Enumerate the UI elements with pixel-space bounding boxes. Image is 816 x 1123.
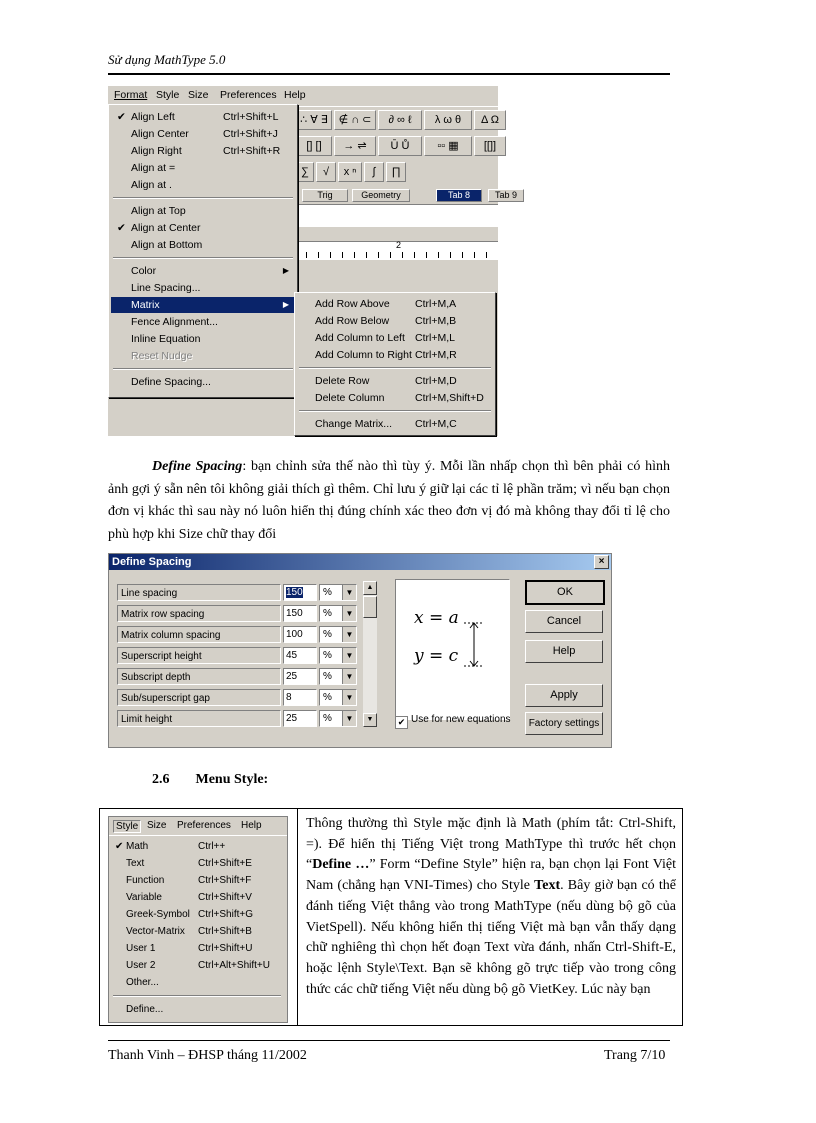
toolbar-btn-brackets[interactable]: [[]] [474,136,506,156]
row-label-limit-height[interactable]: Limit height [117,710,281,727]
unit-select-subscript-depth[interactable]: % ▼ [319,668,357,685]
value-superscript-height[interactable]: 45 [283,647,317,664]
toolbar-row-1 [294,110,498,130]
menu-preferences[interactable]: Preferences [220,89,277,101]
dropdown-arrow-icon[interactable]: ▼ [342,690,356,705]
menu-help[interactable]: Help [284,89,306,101]
submenu-item-add-row-below[interactable]: Add Row Below Ctrl+M,B [315,315,457,327]
dialog-title-bar [109,554,611,570]
spacing-preview [395,579,510,720]
format-menu-screenshot [108,86,518,436]
editor-area[interactable] [294,204,498,227]
tab-strip [294,188,518,202]
preview-equation-1: x = a [414,608,459,628]
toolbar-btn-greek[interactable]: λ ω θ [424,110,472,130]
scroll-up-icon[interactable]: ▲ [363,581,377,595]
scroll-down-icon[interactable]: ▼ [363,713,377,727]
row-label-line-spacing[interactable]: Line spacing [117,584,281,601]
style-item-greek-symbol[interactable]: Greek-Symbol Ctrl+Shift+G [126,909,254,920]
dropdown-arrow-icon[interactable]: ▼ [342,669,356,684]
running-header: Sử dụng MathType 5.0 [108,52,226,67]
check-icon: ✔ [117,222,126,234]
toolbar-btn-fences[interactable]: [] [] [296,136,332,156]
table-divider [297,809,298,1025]
preview-equation-2: y = c [414,646,459,666]
toolbar-btn-arrows[interactable]: → ⇌ [334,136,376,156]
tab-trig[interactable]: Trig [302,189,348,202]
tab-9[interactable]: Tab 9 [488,189,524,202]
menu-style[interactable]: Style [156,89,180,101]
dropdown-arrow-icon[interactable]: ▼ [342,606,356,621]
section-number: 2.6 [152,772,170,787]
menu-format[interactable]: Format [114,89,148,101]
menu-item-color[interactable]: Color ▶ [131,265,289,277]
define-spacing-dialog [108,553,612,748]
toolbar-btn-sqrt[interactable]: √ [316,162,336,182]
menu-separator [113,197,293,199]
menu-separator [113,257,293,259]
section-heading [152,772,268,788]
define-spacing-paragraph [108,456,670,546]
use-for-new-label: Use for new equations [411,714,511,725]
submenu-item-change-matrix[interactable]: Change Matrix... Ctrl+M,C [315,418,457,430]
matrix-submenu [294,292,496,436]
style-item-other[interactable]: Other... [126,977,159,988]
spacing-indicator-icon [464,622,484,668]
row-label-superscript-height[interactable]: Superscript height [117,647,281,664]
ruler-ticks [294,252,498,258]
define-spacing-term: Define Spacing [152,459,243,474]
menu-separator [113,368,293,370]
menu-size[interactable]: Size [188,89,209,101]
toolbar-btn-integral[interactable]: ∫ [364,162,384,182]
value-subscript-depth[interactable]: 25 [283,668,317,685]
row-label-subscript-depth[interactable]: Subscript depth [117,668,281,685]
menu-item-fence-alignment[interactable]: Fence Alignment... [131,316,218,328]
dialog-title: Define Spacing [112,556,192,568]
menu-item-line-spacing[interactable]: Line Spacing... [131,282,201,294]
submenu-arrow-icon: ▶ [282,266,289,275]
tab-geometry[interactable]: Geometry [352,189,410,202]
style-item-user-2[interactable]: User 2 Ctrl+Alt+Shift+U [126,960,270,971]
menu-item-reset-nudge: Reset Nudge [131,350,193,362]
toolbar-btn-relations[interactable]: ∴ ∀ ∃ [296,110,332,130]
ok-button[interactable]: OK [525,580,605,605]
dropdown-arrow-icon[interactable]: ▼ [342,711,356,726]
toolbar-btn-misc[interactable]: ∂ ∞ ℓ [378,110,422,130]
menu-item-align-bottom[interactable]: Align at Bottom [131,239,203,251]
unit-select-line-spacing[interactable]: % ▼ [319,584,357,601]
menu-item-align-top[interactable]: Align at Top [131,205,186,217]
menu-separator [299,410,491,412]
submenu-item-add-column-right[interactable]: Add Column to Right Ctrl+M,R [315,349,457,361]
row-label-matrix-row-spacing[interactable]: Matrix row spacing [117,605,281,622]
row-label-matrix-column-spacing[interactable]: Matrix column spacing [117,626,281,643]
footer-page-number: Trang 7/10 [604,1048,666,1063]
apply-button[interactable]: Apply [525,684,603,707]
unit-select-limit-height[interactable]: % ▼ [319,710,357,727]
menu-separator [113,995,281,997]
section-title: Menu Style: [195,772,269,787]
submenu-item-add-column-left[interactable]: Add Column to Left Ctrl+M,L [315,332,455,344]
submenu-item-delete-row[interactable]: Delete Row Ctrl+M,D [315,375,457,387]
value-matrix-column-spacing[interactable]: 100 [283,626,317,643]
close-icon[interactable]: × [594,555,609,569]
check-icon: ✔ [115,841,124,852]
style-item-define[interactable]: Define... [126,1004,164,1015]
menu-item-align-at-equals[interactable]: Align at = [131,162,176,174]
toolbar-row-2 [294,136,498,156]
ruler-mark: 2 [396,240,402,250]
menu-item-align-right[interactable]: Align Right Ctrl+Shift+R [131,145,281,157]
scroll-thumb[interactable] [363,596,377,618]
unit-select-superscript-height[interactable]: % ▼ [319,647,357,664]
menu-item-matrix[interactable]: Matrix ▶ [111,297,295,313]
unit-select-matrix-row-spacing[interactable]: % ▼ [319,605,357,622]
value-matrix-row-spacing[interactable]: 150 [283,605,317,622]
menu-item-inline-equation[interactable]: Inline Equation [131,333,201,345]
style-item-user-1[interactable]: User 1 Ctrl+Shift+U [126,943,253,954]
menu-item-align-left[interactable]: ✔ Align Left Ctrl+Shift+L [117,111,279,123]
menu-item-align-at-center[interactable]: ✔ Align at Center [117,222,201,234]
row-label-sub-superscript-gap[interactable]: Sub/superscript gap [117,689,281,706]
submenu-item-delete-column[interactable]: Delete Column Ctrl+M,Shift+D [315,392,484,404]
header-rule [108,73,670,75]
style-item-function[interactable]: Function Ctrl+Shift+F [126,875,252,886]
toolbar-btn-embellish[interactable]: Ū Ů [378,136,422,156]
toolbar-btn-matrix[interactable]: ▫▫ ▦ [424,136,472,156]
menu-help[interactable]: Help [241,820,262,831]
style-item-math[interactable]: ✔ Math Ctrl++ [109,838,285,855]
check-icon: ✔ [117,111,126,123]
menu-separator [299,367,491,369]
value-sub-superscript-gap[interactable]: 8 [283,689,317,706]
define-spacing-text: : bạn chỉnh sửa thế nào thì tùy ý. Mỗi lần nhấp chọn thì bên phải có hình ảnh gợi ý sẵn nên tôi không giải thích gì thêm. Chỉ lưu ý giữ lại các tỉ lệ phần trăm; vì nếu bạn chọn đơn vị khác thì sau này nó luôn hiển thị đúng chính xác theo đơn vị đó mà không thay đổi tỉ lệ cho phù hợp khi Size chữ thay đổi [108,459,671,542]
use-for-new-checkbox[interactable]: ✔ [395,716,408,729]
style-menu-bar [109,817,287,836]
submenu-item-add-row-above[interactable]: Add Row Above Ctrl+M,A [315,298,457,310]
style-table [99,808,683,1026]
help-button[interactable]: Help [525,640,603,663]
style-item-variable[interactable]: Variable Ctrl+Shift+V [126,892,252,903]
style-menu-screenshot [108,816,288,1023]
value-limit-height[interactable]: 25 [283,710,317,727]
dropdown-arrow-icon[interactable]: ▼ [342,627,356,642]
footer-rule [108,1040,670,1041]
dropdown-arrow-icon[interactable]: ▼ [342,648,356,663]
menu-size[interactable]: Size [147,820,167,831]
format-menu [108,104,298,398]
unit-select-matrix-column-spacing[interactable]: % ▼ [319,626,357,643]
menu-preferences[interactable]: Preferences [177,820,231,831]
ruler [294,241,498,260]
style-item-vector-matrix[interactable]: Vector-Matrix Ctrl+Shift+B [126,926,252,937]
toolbar-btn-sum[interactable]: ∑ [296,162,314,182]
submenu-arrow-icon: ▶ [282,300,289,309]
footer-author: Thanh Vinh – ĐHSP tháng 11/2002 [108,1048,307,1063]
dropdown-arrow-icon[interactable]: ▼ [342,585,356,600]
toolbar-btn-sets[interactable]: ∉ ∩ ⊂ [334,110,376,130]
unit-select-sub-superscript-gap[interactable]: % ▼ [319,689,357,706]
menu-item-align-center[interactable]: Align Center Ctrl+Shift+J [131,128,278,140]
menu-style[interactable]: Style [113,820,141,833]
menu-item-define-spacing[interactable]: Define Spacing... [131,376,211,388]
toolbar-btn-product[interactable]: ∏ [386,162,406,182]
toolbar-btn-power[interactable]: x ⁿ [338,162,362,182]
toolbar-btn-greek-upper[interactable]: Δ Ω [474,110,506,130]
toolbar-row-3 [294,162,498,182]
menu-item-align-at-dot[interactable]: Align at . [131,179,172,191]
style-description: Thông thường thì Style mặc định là Math (phím tắt: Ctrl-Shift, =). Để hiển thị Tiếng Việt trong MathType thì trước hết chọn “Define …” Form “Define Style” hiện ra, bạn chọn lại Font Việt Nam (chẳng hạn VNI-Times) cho Style Text. Bây giờ bạn có thể đánh tiếng Việt thẳng vào trong MathType (nếu dùng bộ gõ của VietSpell). Nếu không hiển thị tiếng Việt mà bạn vẫn thấy dạng chữ nghiêng thì chọn hết đoạn Text vừa đánh, nhấn Ctrl-Shift-E, hoặc lệnh Style\Text. Bạn sẽ không gõ trực tiếp vào trong công thức các chữ tiếng Việt nếu dùng bộ gõ VietKey. Lúc này bạn [306,816,676,997]
style-item-text[interactable]: Text Ctrl+Shift+E [126,858,252,869]
tab-8[interactable]: Tab 8 [436,189,482,202]
row-scrollbar[interactable] [363,581,377,727]
cancel-button[interactable]: Cancel [525,610,603,633]
value-line-spacing[interactable]: 150 [283,584,317,601]
factory-settings-button[interactable]: Factory settings [525,712,603,735]
